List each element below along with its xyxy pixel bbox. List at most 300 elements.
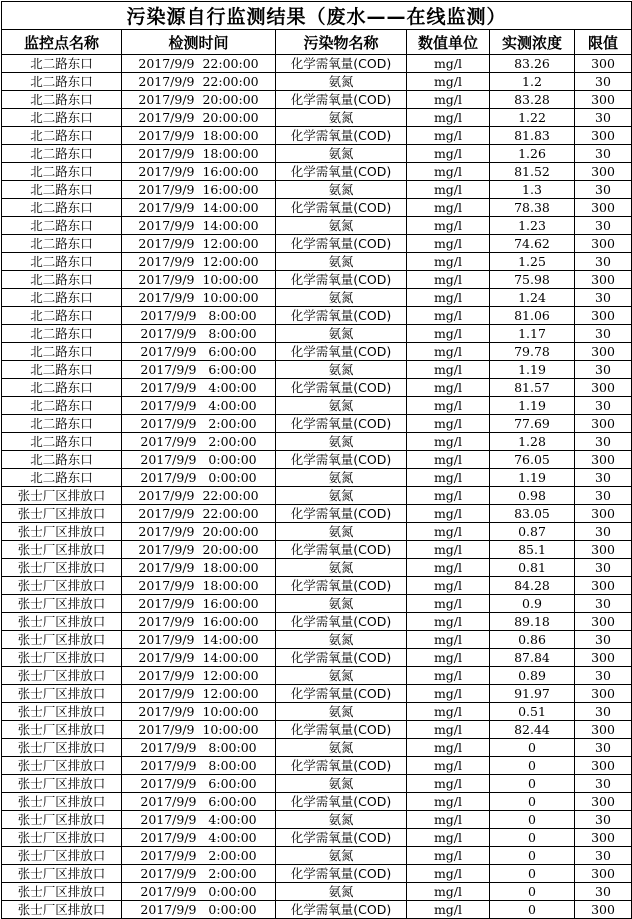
unit-cell: mg/l <box>407 433 490 451</box>
unit-cell: mg/l <box>407 865 490 883</box>
unit-cell: mg/l <box>407 883 490 901</box>
unit-cell: mg/l <box>407 145 490 163</box>
concentration-cell: 0 <box>490 865 575 883</box>
concentration-cell: 1.3 <box>490 181 575 199</box>
site-cell: 北二路东口 <box>2 289 122 307</box>
pollutant-cell: 化学需氧量(COD) <box>276 307 407 325</box>
table-row <box>2 847 632 865</box>
table-row <box>2 415 632 433</box>
limit-cell: 30 <box>575 433 632 451</box>
concentration-cell: 0 <box>490 757 575 775</box>
site-cell: 北二路东口 <box>2 91 122 109</box>
pollutant-cell: 氨氮 <box>276 433 407 451</box>
header-row <box>2 30 632 55</box>
table-row <box>2 829 632 847</box>
limit-cell: 30 <box>575 181 632 199</box>
table-row <box>2 181 632 199</box>
column-header-concentration: 实测浓度 <box>490 30 575 55</box>
time-cell: 2017/9/9 10:00:00 <box>122 271 276 289</box>
concentration-cell: 79.78 <box>490 343 575 361</box>
time-cell: 2017/9/9 2:00:00 <box>122 415 276 433</box>
concentration-cell: 0.86 <box>490 631 575 649</box>
unit-cell: mg/l <box>407 559 490 577</box>
limit-cell: 30 <box>575 325 632 343</box>
unit-cell: mg/l <box>407 595 490 613</box>
unit-cell: mg/l <box>407 415 490 433</box>
table-row <box>2 631 632 649</box>
time-cell: 2017/9/9 8:00:00 <box>122 325 276 343</box>
pollutant-cell: 氨氮 <box>276 469 407 487</box>
concentration-cell: 81.83 <box>490 127 575 145</box>
pollutant-cell: 化学需氧量(COD) <box>276 793 407 811</box>
pollutant-cell: 氨氮 <box>276 847 407 865</box>
unit-cell: mg/l <box>407 505 490 523</box>
table-row <box>2 739 632 757</box>
title-row <box>2 2 632 30</box>
site-cell: 张士厂区排放口 <box>2 721 122 739</box>
unit-cell: mg/l <box>407 703 490 721</box>
unit-cell: mg/l <box>407 847 490 865</box>
limit-cell: 300 <box>575 865 632 883</box>
limit-cell: 30 <box>575 289 632 307</box>
table-row <box>2 361 632 379</box>
table-row <box>2 145 632 163</box>
concentration-cell: 0 <box>490 739 575 757</box>
time-cell: 2017/9/9 18:00:00 <box>122 577 276 595</box>
concentration-cell: 0 <box>490 901 575 919</box>
concentration-cell: 1.28 <box>490 433 575 451</box>
concentration-cell: 81.57 <box>490 379 575 397</box>
pollutant-cell: 化学需氧量(COD) <box>276 163 407 181</box>
limit-cell: 300 <box>575 613 632 631</box>
site-cell: 张士厂区排放口 <box>2 685 122 703</box>
site-cell: 张士厂区排放口 <box>2 559 122 577</box>
site-cell: 张士厂区排放口 <box>2 505 122 523</box>
site-cell: 北二路东口 <box>2 361 122 379</box>
limit-cell: 300 <box>575 451 632 469</box>
unit-cell: mg/l <box>407 775 490 793</box>
concentration-cell: 1.2 <box>490 73 575 91</box>
concentration-cell: 0 <box>490 829 575 847</box>
table-row <box>2 325 632 343</box>
limit-cell: 30 <box>575 73 632 91</box>
site-cell: 张士厂区排放口 <box>2 631 122 649</box>
pollutant-cell: 化学需氧量(COD) <box>276 127 407 145</box>
time-cell: 2017/9/9 14:00:00 <box>122 649 276 667</box>
pollutant-cell: 氨氮 <box>276 361 407 379</box>
site-cell: 张士厂区排放口 <box>2 901 122 919</box>
unit-cell: mg/l <box>407 73 490 91</box>
table-row <box>2 775 632 793</box>
pollutant-cell: 氨氮 <box>276 487 407 505</box>
concentration-cell: 0 <box>490 883 575 901</box>
limit-cell: 300 <box>575 757 632 775</box>
unit-cell: mg/l <box>407 181 490 199</box>
site-cell: 北二路东口 <box>2 235 122 253</box>
time-cell: 2017/9/9 14:00:00 <box>122 631 276 649</box>
site-cell: 北二路东口 <box>2 163 122 181</box>
unit-cell: mg/l <box>407 379 490 397</box>
pollutant-cell: 氨氮 <box>276 145 407 163</box>
unit-cell: mg/l <box>407 253 490 271</box>
unit-cell: mg/l <box>407 631 490 649</box>
pollutant-cell: 化学需氧量(COD) <box>276 199 407 217</box>
concentration-cell: 1.19 <box>490 397 575 415</box>
time-cell: 2017/9/9 20:00:00 <box>122 91 276 109</box>
site-cell: 张士厂区排放口 <box>2 847 122 865</box>
concentration-cell: 1.25 <box>490 253 575 271</box>
concentration-cell: 81.52 <box>490 163 575 181</box>
table-row <box>2 271 632 289</box>
site-cell: 北二路东口 <box>2 271 122 289</box>
limit-cell: 30 <box>575 739 632 757</box>
table-row <box>2 883 632 901</box>
pollutant-cell: 氨氮 <box>276 109 407 127</box>
pollutant-cell: 氨氮 <box>276 811 407 829</box>
unit-cell: mg/l <box>407 757 490 775</box>
unit-cell: mg/l <box>407 307 490 325</box>
pollutant-cell: 化学需氧量(COD) <box>276 505 407 523</box>
site-cell: 张士厂区排放口 <box>2 667 122 685</box>
pollutant-cell: 化学需氧量(COD) <box>276 577 407 595</box>
concentration-cell: 76.05 <box>490 451 575 469</box>
pollutant-cell: 化学需氧量(COD) <box>276 865 407 883</box>
time-cell: 2017/9/9 4:00:00 <box>122 379 276 397</box>
unit-cell: mg/l <box>407 523 490 541</box>
time-cell: 2017/9/9 16:00:00 <box>122 595 276 613</box>
table-row <box>2 541 632 559</box>
limit-cell: 30 <box>575 145 632 163</box>
table-row <box>2 109 632 127</box>
limit-cell: 300 <box>575 235 632 253</box>
unit-cell: mg/l <box>407 163 490 181</box>
time-cell: 2017/9/9 18:00:00 <box>122 559 276 577</box>
pollutant-cell: 化学需氧量(COD) <box>276 613 407 631</box>
time-cell: 2017/9/9 16:00:00 <box>122 613 276 631</box>
time-cell: 2017/9/9 20:00:00 <box>122 109 276 127</box>
concentration-cell: 74.62 <box>490 235 575 253</box>
time-cell: 2017/9/9 12:00:00 <box>122 235 276 253</box>
site-cell: 张士厂区排放口 <box>2 613 122 631</box>
pollutant-cell: 氨氮 <box>276 775 407 793</box>
limit-cell: 300 <box>575 55 632 73</box>
site-cell: 张士厂区排放口 <box>2 865 122 883</box>
site-cell: 北二路东口 <box>2 127 122 145</box>
pollutant-cell: 化学需氧量(COD) <box>276 235 407 253</box>
limit-cell: 30 <box>575 109 632 127</box>
column-header-unit: 数值单位 <box>407 30 490 55</box>
table-row <box>2 487 632 505</box>
concentration-cell: 0.87 <box>490 523 575 541</box>
limit-cell: 30 <box>575 469 632 487</box>
concentration-cell: 0.81 <box>490 559 575 577</box>
limit-cell: 30 <box>575 595 632 613</box>
time-cell: 2017/9/9 2:00:00 <box>122 865 276 883</box>
table-row <box>2 91 632 109</box>
limit-cell: 300 <box>575 199 632 217</box>
unit-cell: mg/l <box>407 55 490 73</box>
time-cell: 2017/9/9 10:00:00 <box>122 703 276 721</box>
pollutant-cell: 氨氮 <box>276 739 407 757</box>
pollutant-cell: 氨氮 <box>276 667 407 685</box>
site-cell: 北二路东口 <box>2 145 122 163</box>
monitoring-results-table <box>1 1 632 919</box>
table-row <box>2 757 632 775</box>
pollutant-cell: 氨氮 <box>276 631 407 649</box>
pollutant-cell: 氨氮 <box>276 703 407 721</box>
limit-cell: 300 <box>575 379 632 397</box>
time-cell: 2017/9/9 12:00:00 <box>122 685 276 703</box>
pollutant-cell: 氨氮 <box>276 397 407 415</box>
unit-cell: mg/l <box>407 469 490 487</box>
time-cell: 2017/9/9 2:00:00 <box>122 433 276 451</box>
time-cell: 2017/9/9 4:00:00 <box>122 397 276 415</box>
pollutant-cell: 化学需氧量(COD) <box>276 379 407 397</box>
concentration-cell: 75.98 <box>490 271 575 289</box>
limit-cell: 300 <box>575 415 632 433</box>
unit-cell: mg/l <box>407 361 490 379</box>
site-cell: 张士厂区排放口 <box>2 649 122 667</box>
limit-cell: 30 <box>575 631 632 649</box>
table-row <box>2 901 632 919</box>
table-row <box>2 289 632 307</box>
concentration-cell: 83.05 <box>490 505 575 523</box>
table-row <box>2 523 632 541</box>
limit-cell: 300 <box>575 505 632 523</box>
site-cell: 张士厂区排放口 <box>2 883 122 901</box>
concentration-cell: 84.28 <box>490 577 575 595</box>
table-row <box>2 379 632 397</box>
time-cell: 2017/9/9 16:00:00 <box>122 163 276 181</box>
time-cell: 2017/9/9 6:00:00 <box>122 775 276 793</box>
time-cell: 2017/9/9 16:00:00 <box>122 181 276 199</box>
limit-cell: 300 <box>575 541 632 559</box>
site-cell: 张士厂区排放口 <box>2 577 122 595</box>
time-cell: 2017/9/9 10:00:00 <box>122 721 276 739</box>
unit-cell: mg/l <box>407 397 490 415</box>
time-cell: 2017/9/9 22:00:00 <box>122 487 276 505</box>
table-row <box>2 703 632 721</box>
time-cell: 2017/9/9 0:00:00 <box>122 883 276 901</box>
time-cell: 2017/9/9 6:00:00 <box>122 361 276 379</box>
site-cell: 张士厂区排放口 <box>2 541 122 559</box>
site-cell: 北二路东口 <box>2 415 122 433</box>
table-row <box>2 397 632 415</box>
site-cell: 张士厂区排放口 <box>2 775 122 793</box>
pollutant-cell: 化学需氧量(COD) <box>276 649 407 667</box>
pollutant-cell: 氨氮 <box>276 73 407 91</box>
time-cell: 2017/9/9 22:00:00 <box>122 55 276 73</box>
time-cell: 2017/9/9 12:00:00 <box>122 253 276 271</box>
table-row <box>2 235 632 253</box>
site-cell: 张士厂区排放口 <box>2 793 122 811</box>
table-row <box>2 469 632 487</box>
table-row <box>2 217 632 235</box>
table-body <box>2 55 632 919</box>
pollutant-cell: 氨氮 <box>276 595 407 613</box>
unit-cell: mg/l <box>407 721 490 739</box>
pollutant-cell: 化学需氧量(COD) <box>276 91 407 109</box>
unit-cell: mg/l <box>407 289 490 307</box>
limit-cell: 300 <box>575 685 632 703</box>
table-row <box>2 667 632 685</box>
concentration-cell: 85.1 <box>490 541 575 559</box>
limit-cell: 30 <box>575 703 632 721</box>
table-row <box>2 343 632 361</box>
unit-cell: mg/l <box>407 451 490 469</box>
limit-cell: 30 <box>575 775 632 793</box>
limit-cell: 300 <box>575 901 632 919</box>
concentration-cell: 0.89 <box>490 667 575 685</box>
unit-cell: mg/l <box>407 109 490 127</box>
pollutant-cell: 化学需氧量(COD) <box>276 55 407 73</box>
concentration-cell: 1.17 <box>490 325 575 343</box>
time-cell: 2017/9/9 0:00:00 <box>122 901 276 919</box>
table-row <box>2 559 632 577</box>
time-cell: 2017/9/9 0:00:00 <box>122 451 276 469</box>
time-cell: 2017/9/9 14:00:00 <box>122 199 276 217</box>
unit-cell: mg/l <box>407 667 490 685</box>
concentration-cell: 78.38 <box>490 199 575 217</box>
time-cell: 2017/9/9 22:00:00 <box>122 505 276 523</box>
limit-cell: 300 <box>575 307 632 325</box>
unit-cell: mg/l <box>407 199 490 217</box>
site-cell: 张士厂区排放口 <box>2 739 122 757</box>
limit-cell: 300 <box>575 127 632 145</box>
unit-cell: mg/l <box>407 271 490 289</box>
pollutant-cell: 氨氮 <box>276 883 407 901</box>
limit-cell: 30 <box>575 397 632 415</box>
limit-cell: 300 <box>575 163 632 181</box>
unit-cell: mg/l <box>407 343 490 361</box>
unit-cell: mg/l <box>407 793 490 811</box>
site-cell: 北二路东口 <box>2 217 122 235</box>
limit-cell: 30 <box>575 559 632 577</box>
time-cell: 2017/9/9 20:00:00 <box>122 541 276 559</box>
pollutant-cell: 氨氮 <box>276 217 407 235</box>
concentration-cell: 0 <box>490 811 575 829</box>
unit-cell: mg/l <box>407 217 490 235</box>
concentration-cell: 1.19 <box>490 469 575 487</box>
unit-cell: mg/l <box>407 235 490 253</box>
unit-cell: mg/l <box>407 325 490 343</box>
limit-cell: 30 <box>575 253 632 271</box>
time-cell: 2017/9/9 18:00:00 <box>122 127 276 145</box>
limit-cell: 300 <box>575 721 632 739</box>
pollutant-cell: 化学需氧量(COD) <box>276 343 407 361</box>
table-row <box>2 451 632 469</box>
time-cell: 2017/9/9 8:00:00 <box>122 739 276 757</box>
table-row <box>2 595 632 613</box>
time-cell: 2017/9/9 0:00:00 <box>122 469 276 487</box>
concentration-cell: 81.06 <box>490 307 575 325</box>
column-header-time: 检测时间 <box>122 30 276 55</box>
table-row <box>2 649 632 667</box>
table-row <box>2 433 632 451</box>
site-cell: 张士厂区排放口 <box>2 487 122 505</box>
limit-cell: 300 <box>575 271 632 289</box>
unit-cell: mg/l <box>407 613 490 631</box>
pollutant-cell: 化学需氧量(COD) <box>276 451 407 469</box>
limit-cell: 30 <box>575 361 632 379</box>
time-cell: 2017/9/9 4:00:00 <box>122 829 276 847</box>
unit-cell: mg/l <box>407 685 490 703</box>
unit-cell: mg/l <box>407 91 490 109</box>
table-row <box>2 685 632 703</box>
concentration-cell: 87.84 <box>490 649 575 667</box>
unit-cell: mg/l <box>407 649 490 667</box>
table-row <box>2 55 632 73</box>
time-cell: 2017/9/9 8:00:00 <box>122 307 276 325</box>
time-cell: 2017/9/9 18:00:00 <box>122 145 276 163</box>
unit-cell: mg/l <box>407 127 490 145</box>
unit-cell: mg/l <box>407 541 490 559</box>
time-cell: 2017/9/9 6:00:00 <box>122 793 276 811</box>
site-cell: 北二路东口 <box>2 73 122 91</box>
pollutant-cell: 氨氮 <box>276 325 407 343</box>
table-row <box>2 811 632 829</box>
limit-cell: 30 <box>575 217 632 235</box>
time-cell: 2017/9/9 4:00:00 <box>122 811 276 829</box>
site-cell: 张士厂区排放口 <box>2 829 122 847</box>
pollutant-cell: 氨氮 <box>276 253 407 271</box>
pollutant-cell: 化学需氧量(COD) <box>276 901 407 919</box>
site-cell: 北二路东口 <box>2 433 122 451</box>
limit-cell: 300 <box>575 343 632 361</box>
table-row <box>2 505 632 523</box>
limit-cell: 30 <box>575 847 632 865</box>
site-cell: 张士厂区排放口 <box>2 757 122 775</box>
site-cell: 北二路东口 <box>2 379 122 397</box>
sheet-title: 污染源自行监测结果（废水——在线监测） <box>2 2 632 30</box>
table-row <box>2 613 632 631</box>
unit-cell: mg/l <box>407 901 490 919</box>
concentration-cell: 1.19 <box>490 361 575 379</box>
concentration-cell: 1.22 <box>490 109 575 127</box>
table-row <box>2 793 632 811</box>
limit-cell: 30 <box>575 811 632 829</box>
concentration-cell: 1.26 <box>490 145 575 163</box>
unit-cell: mg/l <box>407 577 490 595</box>
concentration-cell: 91.97 <box>490 685 575 703</box>
site-cell: 北二路东口 <box>2 109 122 127</box>
concentration-cell: 0.98 <box>490 487 575 505</box>
site-cell: 北二路东口 <box>2 343 122 361</box>
unit-cell: mg/l <box>407 829 490 847</box>
concentration-cell: 82.44 <box>490 721 575 739</box>
site-cell: 北二路东口 <box>2 469 122 487</box>
limit-cell: 30 <box>575 487 632 505</box>
time-cell: 2017/9/9 6:00:00 <box>122 343 276 361</box>
limit-cell: 300 <box>575 649 632 667</box>
pollutant-cell: 氨氮 <box>276 523 407 541</box>
pollutant-cell: 化学需氧量(COD) <box>276 721 407 739</box>
time-cell: 2017/9/9 10:00:00 <box>122 289 276 307</box>
pollutant-cell: 化学需氧量(COD) <box>276 541 407 559</box>
unit-cell: mg/l <box>407 487 490 505</box>
concentration-cell: 0 <box>490 793 575 811</box>
site-cell: 北二路东口 <box>2 55 122 73</box>
site-cell: 北二路东口 <box>2 397 122 415</box>
time-cell: 2017/9/9 14:00:00 <box>122 217 276 235</box>
column-header-limit: 限值 <box>575 30 632 55</box>
pollutant-cell: 化学需氧量(COD) <box>276 415 407 433</box>
site-cell: 张士厂区排放口 <box>2 595 122 613</box>
concentration-cell: 1.23 <box>490 217 575 235</box>
concentration-cell: 0.51 <box>490 703 575 721</box>
limit-cell: 30 <box>575 523 632 541</box>
limit-cell: 300 <box>575 829 632 847</box>
